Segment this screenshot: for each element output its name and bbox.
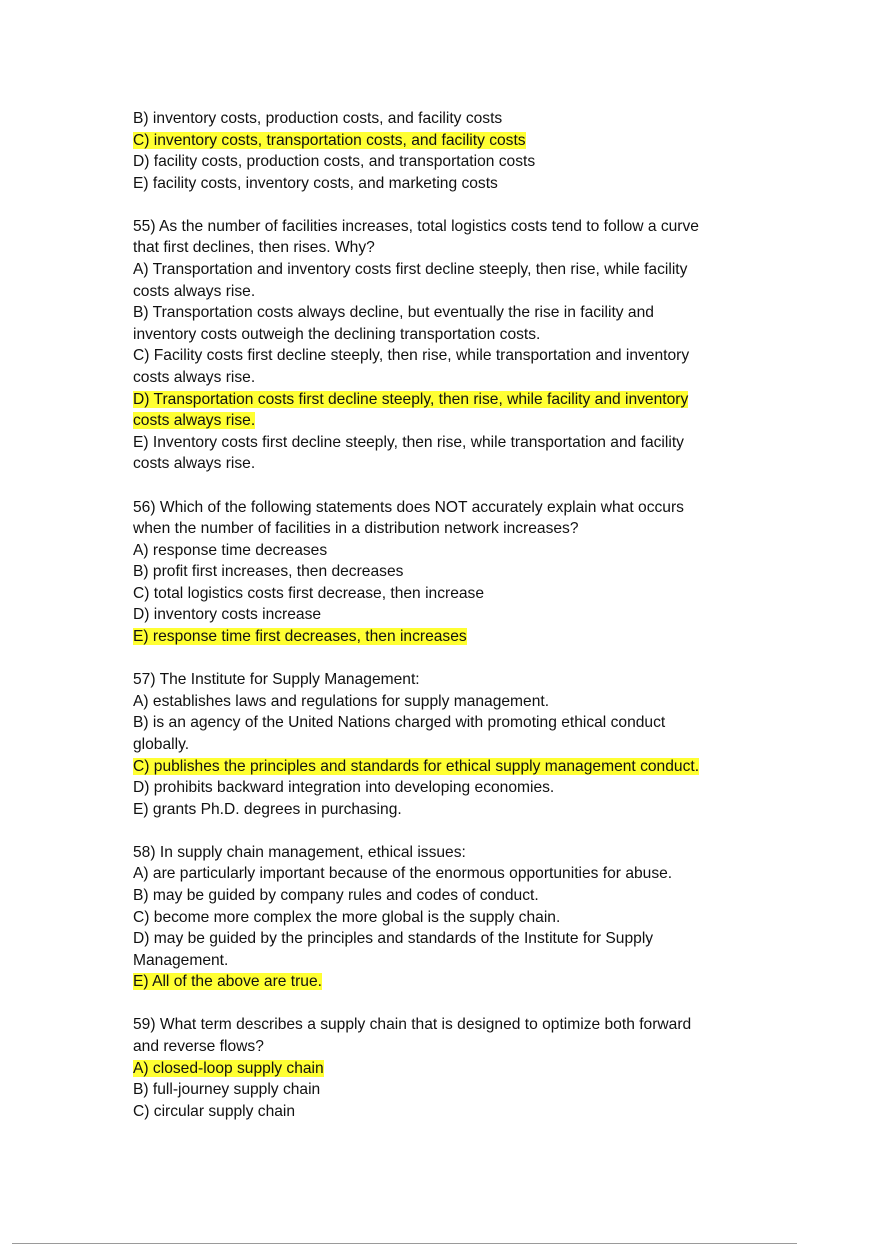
question-57 xyxy=(133,669,743,820)
option-58-b: B) may be guided by company rules and codes of conduct. xyxy=(133,887,539,904)
option-56-b: B) profit first increases, then decreases xyxy=(133,563,404,581)
document-page xyxy=(133,108,743,1122)
question-56 xyxy=(133,497,743,648)
question-57-stem: 57) The Institute for Supply Management: xyxy=(133,671,420,689)
option-58-e-correct: E) All of the above are true. xyxy=(133,973,322,991)
option-58-a: A) are particularly important because of the enormous opportunities for abuse. xyxy=(133,865,673,883)
option-58-c: C) become more complex the more global is the supply chain. xyxy=(133,908,561,926)
option-57-b-cont: globally. xyxy=(133,735,190,753)
option-56-e-correct: E) response time first decreases, then increases xyxy=(133,628,467,646)
option-54-d: D) facility costs, production costs, and transportation costs xyxy=(133,153,536,171)
option-58-d: D) may be guided by the principles and standards of the Institute for Supply xyxy=(133,930,654,948)
question-58-stem: 58) In supply chain management, ethical issues: xyxy=(133,843,466,861)
option-56-c: C) total logistics costs first decrease, then increase xyxy=(133,584,485,602)
option-57-c-correct: C) publishes the principles and standards for ethical supply management conduct. xyxy=(133,757,700,775)
option-57-b: B) is an agency of the United Nations charged with promoting ethical conduct xyxy=(133,714,666,732)
question-59-stem-cont: and reverse flows? xyxy=(133,1038,264,1056)
option-54-e: E) facility costs, inventory costs, and marketing costs xyxy=(133,174,498,192)
question-58 xyxy=(133,842,743,993)
option-55-e-cont: costs always rise. xyxy=(133,455,256,473)
option-54-b: B) inventory costs, production costs, and facility costs xyxy=(133,110,503,127)
question-59 xyxy=(133,1014,743,1122)
option-57-d: D) prohibits backward integration into developing economies. xyxy=(133,779,555,797)
question-56-stem: 56) Which of the following statements does NOT accurately explain what occurs xyxy=(133,498,684,516)
option-59-b: B) full-journey supply chain xyxy=(133,1081,321,1099)
option-55-a: A) Transportation and inventory costs first decline steeply, then rise, while facility xyxy=(133,261,688,279)
option-56-a: A) response time decreases xyxy=(133,541,328,559)
option-57-a: A) establishes laws and regulations for supply management. xyxy=(133,692,550,710)
option-55-d-correct: D) Transportation costs first decline steeply, then rise, while facility and inventory xyxy=(133,390,689,408)
option-55-d-correct-cont: costs always rise. xyxy=(133,412,256,430)
question-55-stem: 55) As the number of facilities increases, total logistics costs tend to follow a curve xyxy=(133,217,699,235)
option-59-c: C) circular supply chain xyxy=(133,1102,296,1120)
question-59-stem: 59) What term describes a supply chain that is designed to optimize both forward xyxy=(133,1016,692,1034)
question-56-stem-cont: when the number of facilities in a distribution network increases? xyxy=(133,520,579,538)
question-55 xyxy=(133,216,743,475)
option-55-e: E) Inventory costs first decline steeply, then rise, while transportation and facility xyxy=(133,433,684,451)
option-57-e: E) grants Ph.D. degrees in purchasing. xyxy=(133,800,402,818)
question-55-stem-cont: that first declines, then rises. Why? xyxy=(133,239,375,257)
option-58-d-cont: Management. xyxy=(133,951,229,969)
option-55-b: B) Transportation costs always decline, but eventually the rise in facility and xyxy=(133,304,654,322)
option-54-c-correct: C) inventory costs, transportation costs, and facility costs xyxy=(133,131,526,149)
option-55-c: C) Facility costs first decline steeply, then rise, while transportation and inventory xyxy=(133,347,690,365)
question-54-options xyxy=(133,108,743,194)
option-55-b-cont: inventory costs outweigh the declining transportation costs. xyxy=(133,325,541,343)
option-55-a-cont: costs always rise. xyxy=(133,282,256,300)
page-footer-rule xyxy=(12,1243,797,1244)
option-55-c-cont: costs always rise. xyxy=(133,369,256,387)
option-59-a-correct: A) closed-loop supply chain xyxy=(133,1059,324,1077)
option-56-d: D) inventory costs increase xyxy=(133,606,322,624)
